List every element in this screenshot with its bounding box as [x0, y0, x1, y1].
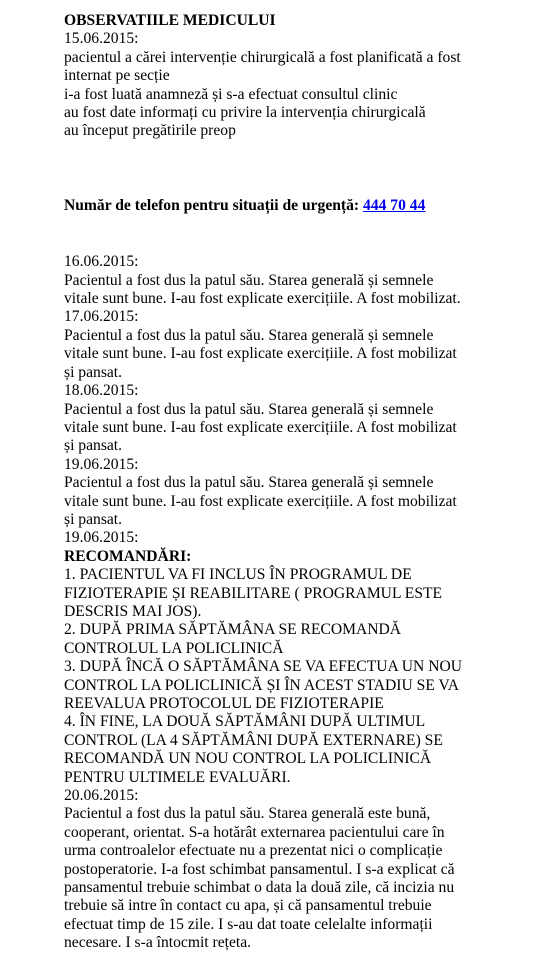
daily-entry-line: vitale sunt bune. I-au fost explicate exercițiile. A fost mobilizat	[64, 345, 457, 363]
emergency-phone-label: Număr de telefon pentru situații de urgență:	[64, 196, 364, 214]
daily-entry-line: vitale sunt bune. I-au fost explicate exercițiile. A fost mobilizat.	[64, 290, 461, 308]
daily-entry-line: Pacientul a fost dus la patul său. Starea generală și semnele	[64, 271, 434, 289]
daily-entry	[64, 308, 540, 382]
recommendation-line: DESCRIS MAI JOS).	[64, 602, 202, 620]
discharge-line: Pacientul a fost dus la patul său. Starea generală este bună,	[64, 805, 431, 823]
recommendation-line: REEVALUA PROTOCOLUL DE FIZIOTERAPIE	[64, 695, 384, 712]
recommendation-line: RECOMANDĂ UN NOU CONTROL LA POLICLINICĂ	[64, 750, 432, 768]
daily-entry-date: 16.06.2015:	[64, 253, 139, 271]
emergency-phone-link[interactable]: 444 70 44	[363, 196, 426, 214]
recommendation-line: 1. PACIENTUL VA FI INCLUS ÎN PROGRAMUL DE	[64, 566, 412, 584]
discharge-date: 20.06.2015:	[64, 787, 139, 805]
recommendation-line: 4. ÎN FINE, LA DOUĂ SĂPTĂMÂNI DUPĂ ULTIMUL	[64, 713, 426, 731]
discharge-line: efectuat timp de 15 zile. I s-au dat toate celelalte informații	[64, 915, 433, 933]
recommendations-date: 19.06.2015:	[64, 529, 139, 547]
admission-date: 15.06.2015:	[64, 30, 139, 48]
daily-notes	[64, 253, 540, 529]
daily-entry-date: 19.06.2015:	[64, 455, 139, 473]
daily-entry-line: Pacientul a fost dus la patul său. Starea generală și semnele	[64, 400, 434, 418]
daily-entry-line: vitale sunt bune. I-au fost explicate exercițiile. A fost mobilizat	[64, 492, 457, 510]
discharge-line: urma controalelor efectuate nu a prezentat nici o complicație	[64, 842, 443, 860]
recommendations-heading: RECOMANDĂRI:	[64, 547, 192, 565]
discharge-line: necesare. I s-a întocmit rețeta.	[64, 934, 252, 952]
daily-entry-date: 18.06.2015:	[64, 382, 139, 400]
daily-entry-line: vitale sunt bune. I-au fost explicate exercițiile. A fost mobilizat	[64, 418, 457, 436]
admission-line: i-a fost luată anamneză și s-a efectuat consultul clinic	[64, 85, 398, 103]
recommendation-line: 2. DUPĂ PRIMA SĂPTĂMÂNA SE RECOMANDĂ	[64, 621, 402, 639]
admission-line: au început pregătirile preop	[64, 122, 236, 140]
admission-line: pacientul a cărei intervenție chirurgicală a fost planificată a fost	[64, 48, 461, 66]
recommendation-line: PENTRU ULTIMELE EVALUĂRI.	[64, 768, 291, 786]
discharge-line: pansamentul trebuie schimbat o data la două zile, că incizia nu	[64, 879, 455, 897]
emergency-phone-row	[64, 197, 540, 215]
discharge-line: postoperatorie. I-a fost schimbat pansamentul. I s-a explicat că	[64, 860, 455, 878]
daily-entry	[64, 456, 540, 530]
admission-line: au fost date informați cu privire la intervenția chirurgicală	[64, 104, 426, 122]
recommendation-line: CONTROL (LA 4 SĂPTĂMÂNI DUPĂ EXTERNARE) SE	[64, 731, 443, 749]
daily-entry-date: 17.06.2015:	[64, 308, 139, 326]
daily-entry-line: și pansat.	[64, 363, 123, 381]
admission-line: internat pe secție	[64, 67, 170, 85]
recommendation-line: CONTROLUL LA POLICLINICĂ	[64, 639, 284, 657]
recommendations-section	[64, 529, 540, 787]
discharge-line: cooperant, orientat. S-a hotărât externarea pacientului care în	[64, 823, 445, 841]
discharge-section	[64, 787, 540, 953]
discharge-line: trebuie să intre în contact cu apa, și că pansamentul trebuie	[64, 897, 432, 915]
daily-entry-line: Pacientul a fost dus la patul său. Starea generală și semnele	[64, 326, 434, 344]
document-title: OBSERVATIILE MEDICULUI	[64, 12, 276, 29]
recommendation-line: 3. DUPĂ ÎNCĂ O SĂPTĂMÂNA SE VA EFECTUA UN NOU	[64, 658, 462, 676]
daily-entry-line: și pansat.	[64, 437, 123, 455]
daily-entry-line: Pacientul a fost dus la patul său. Starea generală și semnele	[64, 474, 434, 492]
recommendation-line: CONTROL LA POLICLINICĂ ȘI ÎN ACEST STADIU SE VA	[64, 676, 459, 694]
admission-section	[64, 30, 540, 140]
recommendation-line: FIZIOTERAPIE ȘI REABILITARE ( PROGRAMUL ESTE	[64, 584, 443, 602]
daily-entry	[64, 253, 540, 308]
daily-entry-line: și pansat.	[64, 510, 123, 528]
daily-entry	[64, 382, 540, 456]
